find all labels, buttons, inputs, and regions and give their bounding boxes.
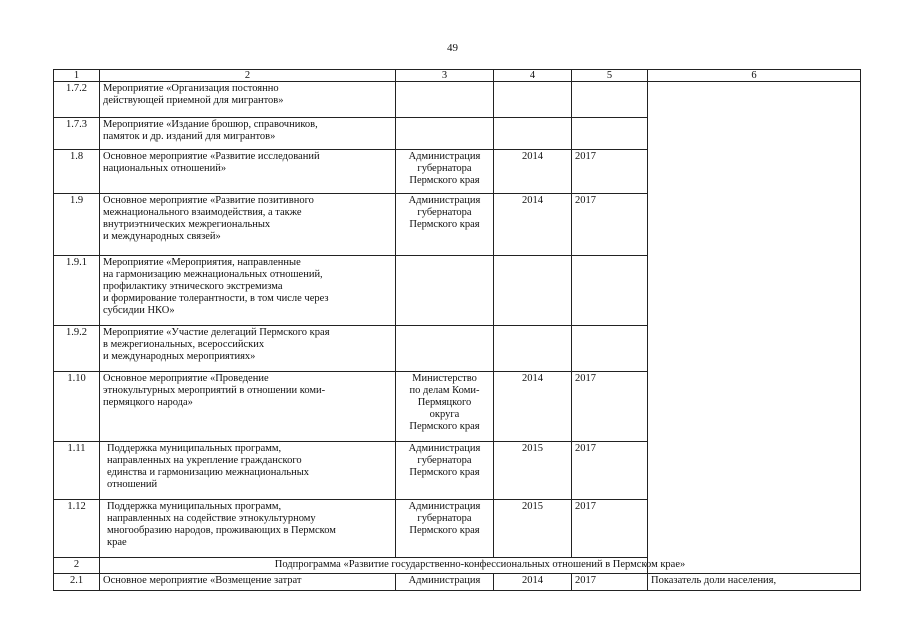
row-executor xyxy=(396,326,494,372)
subprogram-number: 2 xyxy=(54,558,100,574)
column-header: 1 xyxy=(54,70,100,82)
row-start-year: 2014 xyxy=(494,194,572,256)
row-start-year: 2014 xyxy=(494,150,572,194)
row-start-year xyxy=(494,326,572,372)
column-header: 2 xyxy=(100,70,396,82)
row-executor: Администрация губернатора Пермского края xyxy=(396,442,494,500)
row-activity: Мероприятие «Организация постоянно действующей приемной для мигрантов» xyxy=(100,82,396,118)
row-number: 1.12 xyxy=(54,500,100,558)
row-start-year xyxy=(494,118,572,150)
row-result-indicator: Показатель доли населения, xyxy=(648,574,861,591)
row-start-year xyxy=(494,256,572,326)
row-end-year xyxy=(572,118,648,150)
column-header: 4 xyxy=(494,70,572,82)
row-activity: Поддержка муниципальных программ, направленных на содействие этнокультурному многообразию народов, проживающих в Пермском крае xyxy=(100,500,396,558)
row-start-year: 2014 xyxy=(494,372,572,442)
page-number: 49 xyxy=(447,42,458,54)
row-end-year xyxy=(572,326,648,372)
row-activity: Мероприятие «Издание брошюр, справочников, памяток и др. изданий для мигрантов» xyxy=(100,118,396,150)
row-number: 1.11 xyxy=(54,442,100,500)
row-executor xyxy=(396,82,494,118)
row-start-year: 2015 xyxy=(494,500,572,558)
row-activity: Основное мероприятие «Развитие исследований национальных отношений» xyxy=(100,150,396,194)
row-activity: Поддержка муниципальных программ, направленных на укрепление гражданского единства и гармонизацию межнациональных отношений xyxy=(100,442,396,500)
row-executor: Администрация губернатора Пермского края xyxy=(396,500,494,558)
row-number: 2.1 xyxy=(54,574,100,591)
row-executor xyxy=(396,118,494,150)
row-activity: Мероприятие «Участие делегаций Пермского края в межрегиональных, всероссийских и международных мероприятиях» xyxy=(100,326,396,372)
row-executor: Министерство по делам Коми- Пермяцкого округа Пермского края xyxy=(396,372,494,442)
row-number: 1.10 xyxy=(54,372,100,442)
row-end-year: 2017 xyxy=(572,442,648,500)
row-end-year: 2017 xyxy=(572,574,648,591)
row-end-year: 2017 xyxy=(572,372,648,442)
row-executor: Администрация губернатора Пермского края xyxy=(396,194,494,256)
row-number: 1.9 xyxy=(54,194,100,256)
row-activity: Основное мероприятие «Проведение этнокультурных мероприятий в отношении коми- пермяцкого народа» xyxy=(100,372,396,442)
column-header: 6 xyxy=(648,70,861,82)
row-start-year: 2014 xyxy=(494,574,572,591)
subprogram-title: Подпрограмма «Развитие государственно-конфессиональных отношений в Пермском крае» xyxy=(100,558,861,574)
row-end-year: 2017 xyxy=(572,500,648,558)
program-activities-table xyxy=(53,69,861,591)
column-number-row xyxy=(54,70,861,82)
table-row xyxy=(54,574,861,591)
row-end-year: 2017 xyxy=(572,194,648,256)
row-number: 1.7.3 xyxy=(54,118,100,150)
row-end-year xyxy=(572,82,648,118)
row-number: 1.7.2 xyxy=(54,82,100,118)
row-number: 1.8 xyxy=(54,150,100,194)
results-cell xyxy=(648,82,861,574)
column-header: 3 xyxy=(396,70,494,82)
row-end-year: 2017 xyxy=(572,150,648,194)
row-activity: Основное мероприятие «Развитие позитивного межнационального взаимодействия, а также внутриэтнических межрегиональных и международных связей» xyxy=(100,194,396,256)
subprogram-row xyxy=(54,558,861,574)
row-start-year xyxy=(494,82,572,118)
column-header: 5 xyxy=(572,70,648,82)
row-executor xyxy=(396,256,494,326)
row-start-year: 2015 xyxy=(494,442,572,500)
row-end-year xyxy=(572,256,648,326)
row-activity: Мероприятие «Мероприятия, направленные на гармонизацию межнациональных отношений, профилактику этнического экстремизма и формирование толерантности, в том числе через субсидии НКО» xyxy=(100,256,396,326)
row-activity: Основное мероприятие «Возмещение затрат xyxy=(100,574,396,591)
row-executor: Администрация губернатора Пермского края xyxy=(396,150,494,194)
table-row xyxy=(54,82,861,118)
row-number: 1.9.1 xyxy=(54,256,100,326)
row-number: 1.9.2 xyxy=(54,326,100,372)
row-executor: Администрация xyxy=(396,574,494,591)
